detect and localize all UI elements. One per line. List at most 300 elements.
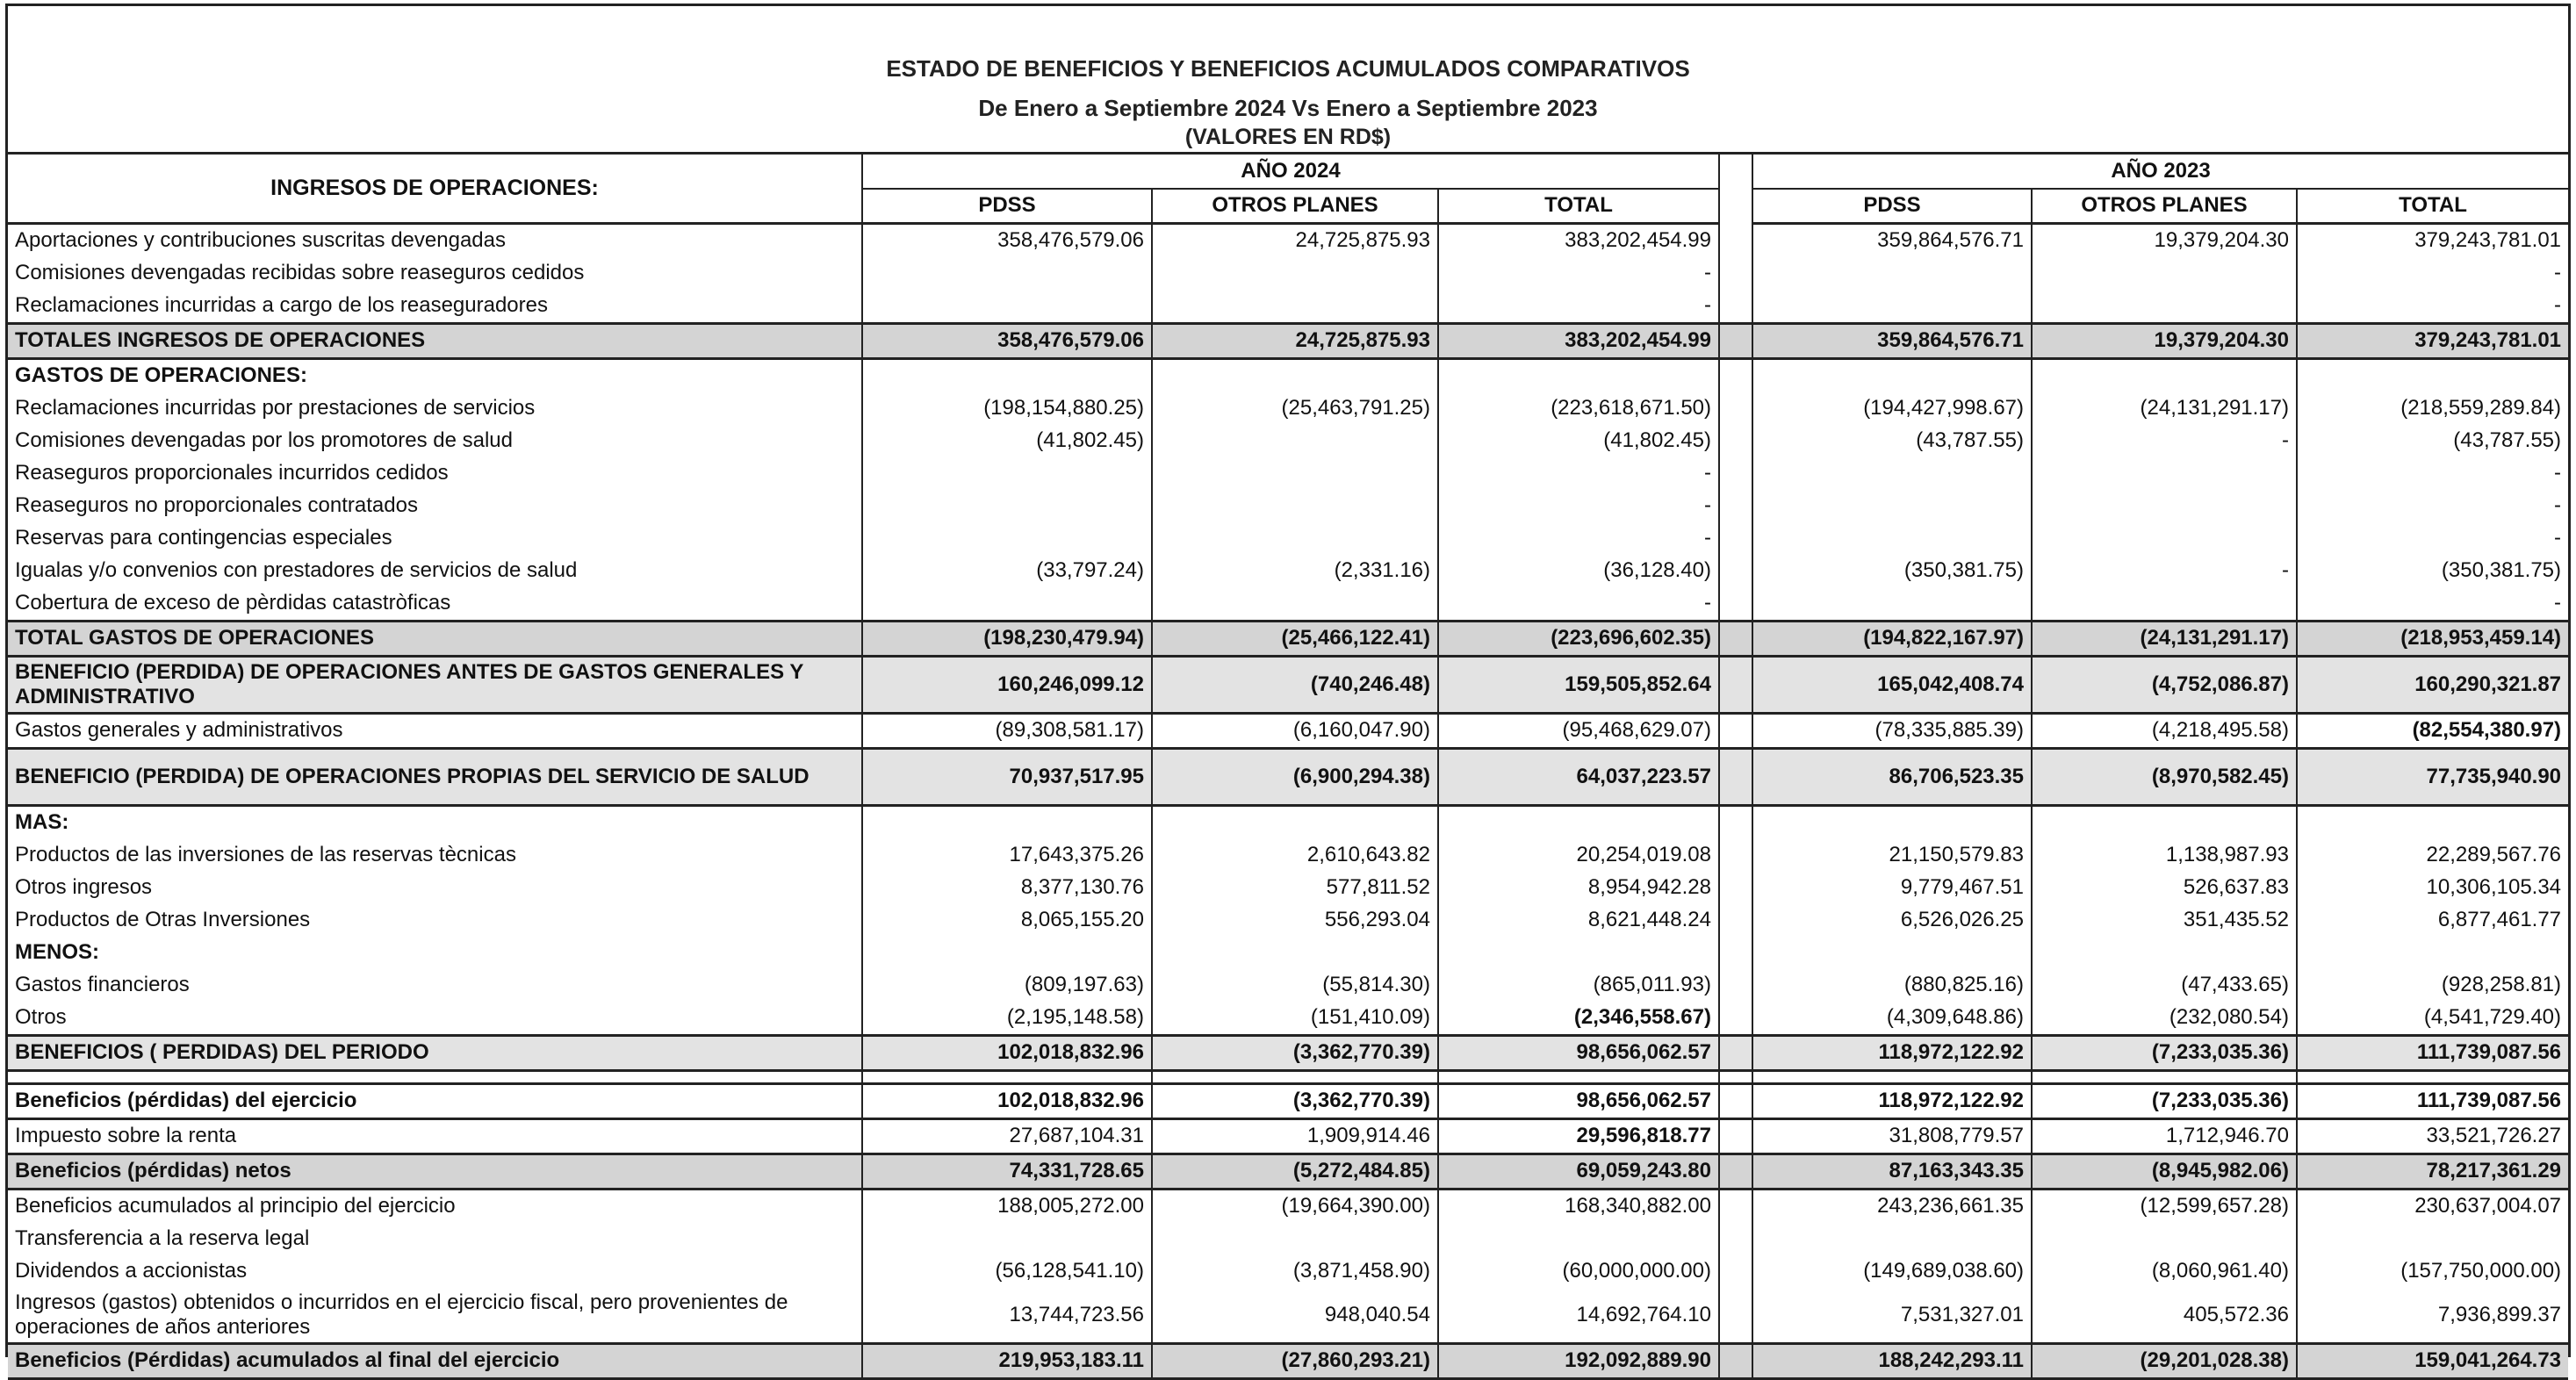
value-cell: 33,521,726.27 (2297, 1118, 2568, 1154)
value-cell: 2,610,643.82 (1152, 839, 1438, 872)
value-cell (1438, 1223, 1719, 1255)
column-gap (1719, 290, 1752, 324)
value-cell: (3,362,770.39) (1152, 1035, 1438, 1070)
value-cell: (865,011.93) (1438, 969, 1719, 1002)
year-2024-header: AÑO 2024 (862, 154, 1719, 189)
value-cell: 74,331,728.65 (862, 1154, 1152, 1189)
row-label: Comisiones devengadas por los promotores de salud (15, 428, 513, 452)
row-label: Aportaciones y contribuciones suscritas devengadas (15, 228, 506, 252)
column-gap (1719, 1223, 1752, 1255)
column-gap (1719, 1118, 1752, 1154)
value-cell (1752, 805, 2032, 839)
value-cell: 358,476,579.06 (862, 223, 1152, 257)
value-cell (862, 257, 1152, 290)
value-cell: 24,725,875.93 (1152, 223, 1438, 257)
column-gap (1719, 1255, 1752, 1288)
value-cell: 1,712,946.70 (2032, 1118, 2297, 1154)
value-cell: (82,554,380.97) (2297, 713, 2568, 748)
value-cell: 8,954,942.28 (1438, 872, 1719, 904)
value-cell: (2,346,558.67) (1438, 1002, 1719, 1036)
table-row (8, 290, 2568, 324)
value-cell: 19,379,204.30 (2032, 323, 2297, 358)
col-pdss-2023: PDSS (1752, 189, 2032, 224)
value-cell: (6,160,047.90) (1152, 713, 1438, 748)
value-cell: 168,340,882.00 (1438, 1189, 1719, 1223)
value-cell: (8,945,982.06) (2032, 1154, 2297, 1189)
value-cell: 87,163,343.35 (1752, 1154, 2032, 1189)
value-cell: 6,877,461.77 (2297, 904, 2568, 937)
value-cell: 577,811.52 (1152, 872, 1438, 904)
value-cell: 405,572.36 (2032, 1288, 2297, 1344)
column-gap (1719, 392, 1752, 425)
value-cell: 21,150,579.83 (1889, 843, 2024, 866)
column-gap (1719, 839, 1752, 872)
value-cell (1152, 805, 1438, 839)
value-cell: (350,381.75) (1903, 558, 2024, 582)
table-row (8, 1223, 2568, 1255)
row-label: Reclamaciones incurridas por prestaciones de servicios (15, 396, 536, 420)
value-cell: 98,656,062.57 (1438, 1083, 1719, 1118)
table-row (8, 1189, 2568, 1223)
value-cell (862, 587, 1152, 622)
value-cell: 8,621,448.24 (1438, 904, 1719, 937)
column-gap (1719, 1189, 1752, 1223)
value-cell: (25,466,122.41) (1152, 621, 1438, 656)
row-label: GASTOS DE OPERACIONES: (15, 363, 307, 387)
value-cell: 8,065,155.20 (862, 904, 1152, 937)
section-spacer (8, 1070, 2568, 1083)
value-cell: (7,233,035.36) (2032, 1035, 2297, 1070)
value-cell: (3,871,458.90) (1152, 1255, 1438, 1288)
value-cell: 188,005,272.00 (862, 1189, 1152, 1223)
row-label: Gastos financieros (15, 973, 190, 996)
value-cell: (12,599,657.28) (2032, 1189, 2297, 1223)
value-cell (862, 457, 1152, 490)
table-row (8, 522, 2568, 555)
value-cell: 20,254,019.08 (1438, 839, 1719, 872)
value-cell: 102,018,832.96 (862, 1083, 1152, 1118)
value-cell: 948,040.54 (1152, 1288, 1438, 1344)
value-cell (2032, 257, 2297, 290)
value-cell: 77,735,940.90 (2297, 748, 2568, 805)
table-row (8, 587, 2568, 622)
value-cell (1438, 805, 1719, 839)
value-cell: (151,410.09) (1152, 1002, 1438, 1036)
value-cell (1438, 358, 1719, 392)
value-cell: (2,331.16) (1152, 555, 1438, 587)
table-row (8, 839, 2568, 872)
row-label: TOTALES INGRESOS DE OPERACIONES (8, 323, 862, 358)
table-row (8, 969, 2568, 1002)
table-row (8, 1343, 2568, 1378)
value-cell: (4,541,729.40) (2297, 1002, 2568, 1036)
column-gap (1719, 656, 1752, 713)
value-cell: (36,128.40) (1438, 555, 1719, 587)
value-cell (2032, 457, 2297, 490)
table-row (8, 425, 2568, 457)
value-cell: (4,218,495.58) (2032, 713, 2297, 748)
column-gap (1719, 457, 1752, 490)
value-cell: 351,435.52 (2032, 904, 2297, 937)
column-gap (1719, 1035, 1752, 1070)
value-cell: (4,752,086.87) (2032, 656, 2297, 713)
value-cell: - (2297, 290, 2568, 324)
table-row (8, 358, 2568, 392)
value-cell (1152, 457, 1438, 490)
col-otros-2023: OTROS PLANES (2032, 189, 2297, 224)
value-cell: - (2032, 425, 2297, 457)
table-row (8, 1255, 2568, 1288)
value-cell: 358,476,579.06 (862, 323, 1152, 358)
value-cell: (95,468,629.07) (1438, 713, 1719, 748)
value-cell (862, 522, 1152, 555)
value-cell: 27,687,104.31 (862, 1118, 1152, 1154)
value-cell (2297, 358, 2568, 392)
table-row (8, 392, 2568, 425)
statement-subtitle: De Enero a Septiembre 2024 Vs Enero a Septiembre 2023 (978, 95, 1598, 121)
value-cell: - (2297, 587, 2568, 622)
value-cell (2032, 290, 2297, 324)
row-label: Beneficios (Pérdidas) acumulados al final del ejercicio (8, 1343, 862, 1378)
value-cell (862, 937, 1152, 969)
value-cell: (78,335,885.39) (1752, 713, 2032, 748)
value-cell: (157,750,000.00) (2297, 1255, 2568, 1288)
row-label: Productos de las inversiones de las reservas tècnicas (15, 843, 516, 866)
value-cell: (8,970,582.45) (2032, 748, 2297, 805)
row-label: Transferencia a la reserva legal (15, 1226, 310, 1250)
value-cell (1752, 490, 2032, 522)
value-cell (1152, 358, 1438, 392)
value-cell: (7,233,035.36) (2032, 1083, 2297, 1118)
row-label: Beneficios acumulados al principio del ejercicio (15, 1194, 456, 1218)
row-label: Dividendos a accionistas (15, 1259, 248, 1283)
value-cell: (47,433.65) (2032, 969, 2297, 1002)
value-cell: 1,138,987.93 (2032, 839, 2297, 872)
value-cell (862, 805, 1152, 839)
row-label: BENEFICIOS ( PERDIDAS) DEL PERIODO (8, 1035, 862, 1070)
value-cell: 159,041,264.73 (2297, 1343, 2568, 1378)
statement-table (8, 152, 2568, 1380)
row-label: Ingresos (gastos) obtenidos o incurridos en el ejercicio fiscal, pero provenientes de operaciones de años anteriores (15, 1290, 788, 1339)
value-cell (1152, 1223, 1438, 1255)
value-cell: 526,637.83 (2032, 872, 2297, 904)
value-cell: 359,864,576.71 (1877, 228, 2024, 252)
table-row (8, 323, 2568, 358)
value-cell: 188,242,293.11 (1752, 1343, 2032, 1378)
value-cell: 102,018,832.96 (862, 1035, 1152, 1070)
value-cell: (5,272,484.85) (1152, 1154, 1438, 1189)
column-gap (1719, 323, 1752, 358)
value-cell: (41,802.45) (862, 425, 1152, 457)
value-cell: 383,202,454.99 (1438, 223, 1719, 257)
value-cell: (223,618,671.50) (1438, 392, 1719, 425)
value-cell: 159,505,852.64 (1438, 656, 1719, 713)
value-cell: (218,559,289.84) (2297, 392, 2568, 425)
col-total-2023: TOTAL (2297, 189, 2568, 224)
column-gap (1719, 1154, 1752, 1189)
table-row (8, 457, 2568, 490)
value-cell: (740,246.48) (1152, 656, 1438, 713)
value-cell: (218,953,459.14) (2297, 621, 2568, 656)
value-cell: 14,692,764.10 (1438, 1288, 1719, 1344)
column-gap (1719, 555, 1752, 587)
row-label: Beneficios (pérdidas) del ejercicio (8, 1083, 862, 1118)
column-gap (1719, 358, 1752, 392)
table-row (8, 621, 2568, 656)
value-cell: (56,128,541.10) (862, 1255, 1152, 1288)
value-cell (1152, 937, 1438, 969)
value-cell (2032, 358, 2297, 392)
row-label: Comisiones devengadas recibidas sobre reaseguros cedidos (15, 261, 585, 284)
value-cell (1752, 457, 2032, 490)
value-cell: - (2032, 555, 2297, 587)
section-label-ingresos: INGRESOS DE OPERACIONES: (8, 154, 862, 224)
table-row (8, 872, 2568, 904)
value-cell: 1,909,914.46 (1152, 1118, 1438, 1154)
row-label: Productos de Otras Inversiones (15, 908, 311, 931)
value-cell: 359,864,576.71 (1752, 323, 2032, 358)
value-cell: (3,362,770.39) (1152, 1083, 1438, 1118)
value-cell: (223,696,602.35) (1438, 621, 1719, 656)
value-cell: - (1438, 257, 1719, 290)
row-label: Impuesto sobre la renta (8, 1118, 862, 1154)
value-cell: 230,637,004.07 (2297, 1189, 2568, 1223)
value-cell: 86,706,523.35 (1752, 748, 2032, 805)
value-cell: 7,936,899.37 (2297, 1288, 2568, 1344)
value-cell: (194,427,998.67) (1863, 396, 2024, 420)
value-cell: (350,381.75) (2297, 555, 2568, 587)
table-row (8, 748, 2568, 805)
value-cell: 118,972,122.92 (1752, 1083, 2032, 1118)
value-cell (1152, 490, 1438, 522)
column-gap (1719, 1343, 1752, 1378)
row-label: Beneficios (pérdidas) netos (8, 1154, 862, 1189)
column-gap (1719, 937, 1752, 969)
value-cell (2032, 1223, 2297, 1255)
statement-title: ESTADO DE BENEFICIOS Y BENEFICIOS ACUMULADOS COMPARATIVOS (886, 55, 1690, 82)
value-cell: 383,202,454.99 (1438, 323, 1719, 358)
value-cell (1152, 257, 1438, 290)
value-cell: - (2297, 257, 2568, 290)
year-2023-header: AÑO 2023 (1752, 154, 2568, 189)
row-label: Reaseguros proporcionales incurridos cedidos (15, 461, 449, 485)
value-cell: (6,900,294.38) (1152, 748, 1438, 805)
value-cell: 6,526,026.25 (1900, 908, 2024, 931)
value-cell (1152, 290, 1438, 324)
value-cell: - (2297, 490, 2568, 522)
row-label: Otros (15, 1005, 67, 1029)
value-cell (1752, 1223, 2032, 1255)
row-label: BENEFICIO (PERDIDA) DE OPERACIONES PROPIAS DEL SERVICIO DE SALUD (8, 748, 862, 805)
value-cell: 64,037,223.57 (1438, 748, 1719, 805)
value-cell: 165,042,408.74 (1752, 656, 2032, 713)
value-cell: (60,000,000.00) (1438, 1255, 1719, 1288)
value-cell (2032, 490, 2297, 522)
col-total-2024: TOTAL (1438, 189, 1719, 224)
value-cell (2297, 805, 2568, 839)
value-cell (1752, 290, 2032, 324)
row-label: Cobertura de exceso de pèrdidas catastròficas (15, 591, 451, 615)
value-cell: - (2297, 457, 2568, 490)
column-gap (1719, 904, 1752, 937)
value-cell (1152, 587, 1438, 622)
table-row (8, 656, 2568, 713)
value-cell: - (1438, 457, 1719, 490)
value-cell: (24,131,291.17) (2032, 621, 2297, 656)
table-row (8, 1154, 2568, 1189)
value-cell: 24,725,875.93 (1152, 323, 1438, 358)
value-cell: 111,739,087.56 (2297, 1035, 2568, 1070)
value-cell: 219,953,183.11 (862, 1343, 1152, 1378)
value-cell: (25,463,791.25) (1152, 392, 1438, 425)
value-cell (862, 490, 1152, 522)
row-label: Igualas y/o convenios con prestadores de servicios de salud (15, 558, 578, 582)
value-cell: 160,246,099.12 (862, 656, 1152, 713)
table-row (8, 713, 2568, 748)
table-row (8, 257, 2568, 290)
value-cell: 111,739,087.56 (2297, 1083, 2568, 1118)
table-row (8, 555, 2568, 587)
column-gap (1719, 154, 1752, 224)
column-gap (1719, 490, 1752, 522)
value-cell (1752, 358, 2032, 392)
value-cell (1752, 937, 2032, 969)
value-cell: 8,377,130.76 (862, 872, 1152, 904)
value-cell (2032, 522, 2297, 555)
value-cell: 98,656,062.57 (1438, 1035, 1719, 1070)
table-row (8, 1002, 2568, 1036)
value-cell: 19,379,204.30 (2032, 223, 2297, 257)
value-cell: (809,197.63) (862, 969, 1152, 1002)
value-cell: 31,808,779.57 (1752, 1118, 2032, 1154)
value-cell (1152, 522, 1438, 555)
value-cell: (198,154,880.25) (862, 392, 1152, 425)
value-cell (1752, 257, 2032, 290)
value-cell: (198,230,479.94) (862, 621, 1152, 656)
value-cell: (4,309,648.86) (1886, 1005, 2024, 1029)
value-cell (2297, 937, 2568, 969)
column-gap (1719, 805, 1752, 839)
column-gap (1719, 872, 1752, 904)
column-gap (1719, 1083, 1752, 1118)
value-cell: 379,243,781.01 (2297, 223, 2568, 257)
column-gap (1719, 969, 1752, 1002)
value-cell: (55,814.30) (1152, 969, 1438, 1002)
value-cell: (27,860,293.21) (1152, 1343, 1438, 1378)
value-cell (1752, 587, 2032, 622)
value-cell (2032, 805, 2297, 839)
row-label: Reaseguros no proporcionales contratados (15, 493, 418, 517)
column-gap (1719, 587, 1752, 622)
table-row (8, 1118, 2568, 1154)
col-pdss-2024: PDSS (862, 189, 1152, 224)
value-cell: 22,289,567.76 (2297, 839, 2568, 872)
value-cell (1752, 522, 2032, 555)
value-cell: (19,664,390.00) (1152, 1189, 1438, 1223)
value-cell: 243,236,661.35 (1877, 1194, 2024, 1218)
statement-units: (VALORES EN RD$) (1184, 125, 1392, 149)
table-row (8, 937, 2568, 969)
value-cell: - (1438, 587, 1719, 622)
value-cell: 7,531,327.01 (1900, 1302, 2024, 1326)
value-cell: (2,195,148.58) (862, 1002, 1152, 1036)
value-cell: 118,972,122.92 (1752, 1035, 2032, 1070)
column-gap (1719, 425, 1752, 457)
value-cell (862, 1223, 1152, 1255)
value-cell: (928,258.81) (2297, 969, 2568, 1002)
value-cell: - (1438, 490, 1719, 522)
value-cell: 13,744,723.56 (862, 1288, 1152, 1344)
column-gap (1719, 748, 1752, 805)
table-row (8, 1288, 2568, 1344)
table-row (8, 904, 2568, 937)
value-cell: (89,308,581.17) (862, 713, 1152, 748)
value-cell: 78,217,361.29 (2297, 1154, 2568, 1189)
column-gap (1719, 257, 1752, 290)
row-label: MENOS: (15, 940, 99, 964)
value-cell: (29,201,028.38) (2032, 1343, 2297, 1378)
value-cell: (33,797.24) (862, 555, 1152, 587)
row-label: BENEFICIO (PERDIDA) DE OPERACIONES ANTES DE GASTOS GENERALES Y ADMINISTRATIVO (8, 656, 862, 713)
value-cell: 9,779,467.51 (1900, 875, 2024, 899)
value-cell (1152, 425, 1438, 457)
row-label: MAS: (15, 810, 69, 834)
value-cell: 10,306,105.34 (2297, 872, 2568, 904)
value-cell: 70,937,517.95 (862, 748, 1152, 805)
financial-statement-sheet (5, 4, 2571, 1372)
value-cell: 29,596,818.77 (1438, 1118, 1719, 1154)
value-cell (1438, 937, 1719, 969)
value-cell: 17,643,375.26 (862, 839, 1152, 872)
value-cell: (232,080.54) (2032, 1002, 2297, 1036)
column-gap (1719, 621, 1752, 656)
value-cell: 379,243,781.01 (2297, 323, 2568, 358)
value-cell (2297, 1223, 2568, 1255)
value-cell (862, 358, 1152, 392)
column-gap (1719, 713, 1752, 748)
value-cell (2032, 587, 2297, 622)
value-cell: - (1438, 290, 1719, 324)
table-row (8, 223, 2568, 257)
table-row (8, 1035, 2568, 1070)
table-row (8, 805, 2568, 839)
column-gap (1719, 1288, 1752, 1344)
value-cell: - (1438, 522, 1719, 555)
value-cell: (880,825.16) (1903, 973, 2024, 996)
value-cell (2032, 937, 2297, 969)
value-cell (862, 290, 1152, 324)
column-gap (1719, 522, 1752, 555)
row-label: Reclamaciones incurridas a cargo de los reaseguradores (15, 293, 548, 317)
row-label: Otros ingresos (15, 875, 153, 899)
value-cell: (41,802.45) (1438, 425, 1719, 457)
table-row (8, 490, 2568, 522)
value-cell: - (2297, 522, 2568, 555)
value-cell: (24,131,291.17) (2032, 392, 2297, 425)
col-otros-2024: OTROS PLANES (1152, 189, 1438, 224)
column-gap (1719, 1002, 1752, 1036)
row-label: TOTAL GASTOS DE OPERACIONES (8, 621, 862, 656)
row-label: Gastos generales y administrativos (8, 713, 862, 748)
table-row (8, 1083, 2568, 1118)
value-cell: 556,293.04 (1152, 904, 1438, 937)
row-label: Reservas para contingencias especiales (15, 526, 392, 550)
value-cell: (8,060,961.40) (2032, 1255, 2297, 1288)
column-gap (1719, 223, 1752, 257)
value-cell: (43,787.55) (1916, 428, 2024, 452)
value-cell: (149,689,038.60) (1863, 1259, 2024, 1283)
value-cell: (194,822,167.97) (1752, 621, 2032, 656)
